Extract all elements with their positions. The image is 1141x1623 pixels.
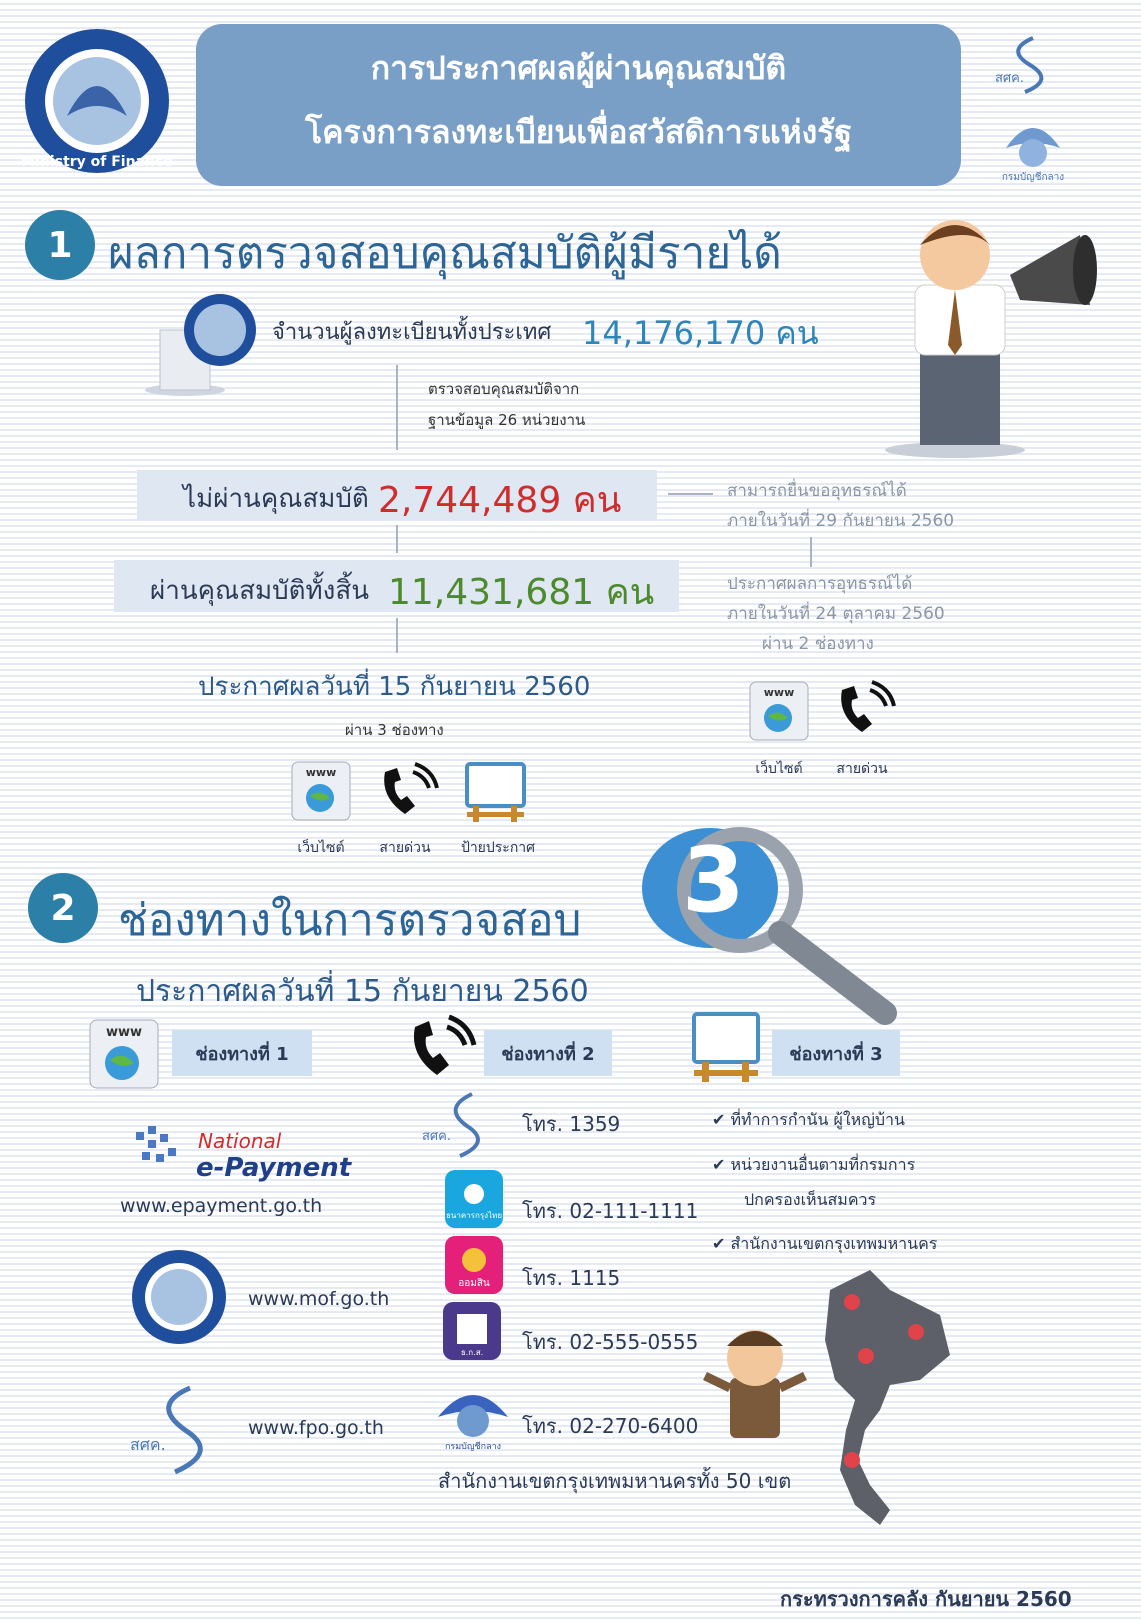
arrow-passed-to-announce xyxy=(396,618,398,653)
registered-value: 14,176,170 คน xyxy=(582,314,819,352)
svg-text:ออมสิน: ออมสิน xyxy=(458,1278,490,1289)
cgd-hotline-logo xyxy=(432,1373,514,1453)
arrow-appeal-result xyxy=(810,537,812,567)
section1-number: 1 xyxy=(25,210,95,280)
noticeboard-icon-caption: ป้ายประกาศ xyxy=(460,840,536,856)
appeal-hotline-caption: สายด่วน xyxy=(836,761,888,777)
svg-text:Ministry of Finance: Ministry of Finance xyxy=(21,154,173,170)
svg-text:National: National xyxy=(198,1129,282,1153)
svg-text:www: www xyxy=(763,686,795,699)
section2-title: ช่องทางในการตรวจสอบ xyxy=(118,895,582,946)
channel1-label: ช่องทางที่ 1 xyxy=(172,1030,312,1076)
check-item-2: ✔ หน่วยงานอื่นตามที่กรมการ xyxy=(712,1155,916,1174)
url-epayment[interactable]: www.epayment.go.th xyxy=(120,1195,323,1217)
svg-text:สศค.: สศค. xyxy=(130,1435,166,1454)
appeal-website-icon xyxy=(748,680,810,742)
phone-baac[interactable]: โทร. 02-555-0555 xyxy=(522,1330,699,1354)
hotline-icon-caption: สายด่วน xyxy=(379,840,431,856)
mof-logo-small xyxy=(130,1248,228,1346)
check-icon: ✔ xyxy=(712,1155,731,1174)
svg-text:สศค.: สศค. xyxy=(995,71,1025,86)
appeal-website-caption: เว็บไซต์ xyxy=(755,761,803,777)
channel3-label: ช่องทางที่ 3 xyxy=(772,1030,900,1076)
website-icon xyxy=(290,760,352,822)
channel1-website-icon xyxy=(88,1018,160,1090)
appeal-result-line3: ผ่าน 2 ช่องทาง xyxy=(762,634,874,654)
svg-text:e-Payment: e-Payment xyxy=(196,1153,352,1183)
arrow-failed-to-passed xyxy=(396,525,398,553)
appeal-result-line2: ภายในวันที่ 24 ตุลาคม 2560 xyxy=(727,604,945,624)
check-note-line2: ฐานข้อมูล 26 หน่วยงาน xyxy=(428,411,586,429)
officer-illustration xyxy=(700,1318,810,1448)
phone-ktb[interactable]: โทร. 02-111-1111 xyxy=(522,1199,699,1223)
channel2-label: ช่องทางที่ 2 xyxy=(484,1030,612,1076)
page-title-line2: โครงการลงทะเบียนเพื่อสวัสดิการแห่งรัฐ xyxy=(304,113,853,151)
noticeboard-icon xyxy=(463,760,528,825)
mof-logo xyxy=(22,26,172,176)
announcer-illustration xyxy=(880,205,1100,465)
phone-fpo[interactable]: โทร. 1359 xyxy=(522,1112,621,1136)
announce-date: ประกาศผลวันที่ 15 กันยายน 2560 xyxy=(198,672,591,702)
registered-label: จำนวนผู้ลงทะเบียนทั้งประเทศ xyxy=(272,320,552,345)
section1-title: ผลการตรวจสอบคุณสมบัติผู้มีรายได้ xyxy=(108,228,782,279)
page-title-box xyxy=(196,24,961,186)
failed-label: ไม่ผ่านคุณสมบัติ xyxy=(183,484,369,514)
check-note-line1: ตรวจสอบคุณสมบัติจาก xyxy=(428,380,580,398)
check-item-1: ✔ ที่ทำการกำนัน ผู้ใหญ่บ้าน xyxy=(712,1110,905,1129)
page-title-line1: การประกาศผลผู้ผ่านคุณสมบัติ xyxy=(370,49,787,87)
svg-text:ธ.ก.ส.: ธ.ก.ส. xyxy=(460,1348,484,1357)
ktb-bank-logo xyxy=(445,1170,503,1228)
fpo-logo xyxy=(985,30,1075,100)
cgd-logo xyxy=(998,108,1068,183)
failed-value: 2,744,489 คน xyxy=(378,480,622,521)
appeal-result-line1: ประกาศผลการอุทธรณ์ได้ xyxy=(727,574,913,594)
announce-via: ผ่าน 3 ช่องทาง xyxy=(345,721,444,739)
fpo-hotline-logo xyxy=(412,1090,510,1160)
svg-text:กรมบัญชีกลาง: กรมบัญชีกลาง xyxy=(1001,172,1065,183)
passed-value: 11,431,681 คน xyxy=(388,572,655,613)
fpo-logo-small xyxy=(110,1380,245,1480)
website-icon-caption: เว็บไซต์ xyxy=(297,840,345,856)
footer-text: กระทรวงการคลัง กันยายน 2560 xyxy=(780,1587,1072,1611)
svg-text:www: www xyxy=(105,1025,143,1040)
channel2-phone-icon xyxy=(405,1015,477,1083)
check-item-2b: ปกครองเห็นสมควร xyxy=(744,1190,877,1209)
gsb-bank-logo xyxy=(445,1236,503,1294)
magnifier-3-illustration xyxy=(640,818,905,1028)
bangkok-districts-note: สำนักงานเขตกรุงเทพมหานครทั้ง 50 เขต xyxy=(438,1469,792,1493)
svg-text:กรมบัญชีกลาง: กรมบัญชีกลาง xyxy=(444,1442,502,1452)
appeal-hotline-phone-icon xyxy=(832,680,897,740)
arrow-to-appeal xyxy=(668,493,713,495)
thailand-map xyxy=(810,1270,955,1530)
baac-bank-logo xyxy=(443,1302,501,1360)
channel3-noticeboard-icon xyxy=(690,1010,762,1085)
url-mof[interactable]: www.mof.go.th xyxy=(248,1288,390,1310)
appeal-line2: ภายในวันที่ 29 กันยายน 2560 xyxy=(727,511,955,531)
phone-gsb[interactable]: โทร. 1115 xyxy=(522,1266,621,1290)
big-three: 3 xyxy=(682,828,745,933)
arrow-registered-to-check xyxy=(396,365,398,450)
svg-text:ธนาคารกรุงไทย: ธนาคารกรุงไทย xyxy=(445,1211,503,1220)
svg-text:www: www xyxy=(305,766,337,779)
appeal-line1: สามารถยื่นขออุทธรณ์ได้ xyxy=(727,481,907,501)
url-fpo[interactable]: www.fpo.go.th xyxy=(248,1417,384,1439)
registration-building-icon xyxy=(140,290,260,400)
passed-label: ผ่านคุณสมบัติทั้งสิ้น xyxy=(150,576,369,606)
epayment-logo xyxy=(132,1120,352,1190)
check-icon: ✔ xyxy=(712,1110,731,1129)
check-icon: ✔ xyxy=(712,1234,731,1253)
phone-cgd[interactable]: โทร. 02-270-6400 xyxy=(522,1414,699,1438)
check-item-3: ✔ สำนักงานเขตกรุงเทพมหานคร xyxy=(712,1234,938,1253)
section2-number: 2 xyxy=(28,873,98,943)
hotline-phone-icon xyxy=(375,762,440,822)
section2-announce-date: ประกาศผลวันที่ 15 กันยายน 2560 xyxy=(136,974,589,1009)
svg-text:สศค.: สศค. xyxy=(422,1129,452,1144)
